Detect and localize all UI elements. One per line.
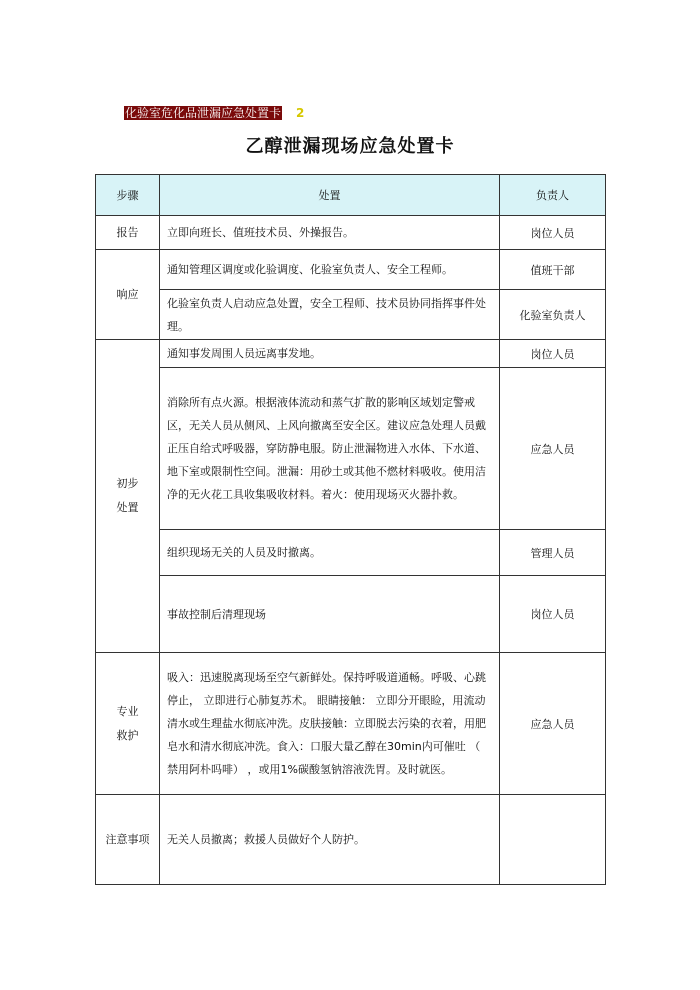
- step-response: 响应: [96, 250, 160, 340]
- card-header-label: 化验室危化品泄漏应急处置卡: [125, 106, 282, 120]
- column-header-action: 处置: [160, 175, 500, 216]
- table-header-row: [96, 175, 606, 216]
- owner-initial-2: 应急人员: [500, 368, 606, 530]
- card-header: [124, 103, 304, 123]
- page-title: 乙醇泄漏现场应急处置卡: [245, 136, 455, 157]
- owner-initial-1: 岗位人员: [500, 340, 606, 368]
- table-row: [96, 340, 606, 368]
- action-notes: 无关人员撤离；救援人员做好个人防护。: [160, 795, 500, 885]
- step-initial-line2: 处置: [116, 501, 139, 514]
- column-header-step: 步骤: [96, 175, 160, 216]
- action-initial-4: 事故控制后清理现场: [160, 576, 500, 653]
- action-initial-1: 通知事发周围人员远离事发地。: [160, 340, 500, 368]
- owner-report: 岗位人员: [500, 216, 606, 250]
- table-row: [96, 530, 606, 576]
- owner-rescue: 应急人员: [500, 653, 606, 795]
- step-rescue-line2: 救护: [116, 728, 139, 742]
- table-row: [96, 653, 606, 795]
- owner-response-2: 化验室负责人: [500, 290, 606, 340]
- table-row: [96, 795, 606, 885]
- step-rescue-line1: 专业: [116, 704, 139, 718]
- table-row: [96, 250, 606, 290]
- table-row: [96, 290, 606, 340]
- owner-initial-3: 管理人员: [500, 530, 606, 576]
- emergency-table: [95, 174, 606, 885]
- table-row: [96, 368, 606, 530]
- owner-initial-4: 岗位人员: [500, 576, 606, 653]
- table-row: [96, 576, 606, 653]
- step-rescue: [96, 653, 160, 795]
- action-report: 立即向班长、值班技术员、外操报告。: [160, 216, 500, 250]
- action-response-2: 化验室负责人启动应急处置，安全工程师、技术员协同指挥事件处理。: [160, 290, 500, 340]
- action-response-1: 通知管理区调度或化验调度、化验室负责人、安全工程师。: [160, 250, 500, 290]
- step-report: 报告: [96, 216, 160, 250]
- action-initial-2: 消除所有点火源。根据液体流动和蒸气扩散的影响区域划定警戒区，无关人员从侧风、上风向撤离至安全区。建议应急处理人员戴正压自给式呼吸器，穿防静电服。防止泄漏物进入水体、下水道、地下室或限制性空间。泄漏：用砂土或其他不燃材料吸收。使用洁净的无火花工具收集吸收材料。着火：使用现场灭火器扑救。: [160, 368, 500, 530]
- card-number: 2: [296, 106, 305, 120]
- column-header-owner: 负责人: [500, 175, 606, 216]
- owner-notes: [500, 795, 606, 885]
- owner-response-1: 值班干部: [500, 250, 606, 290]
- step-notes: 注意事项: [96, 795, 160, 885]
- action-initial-3: 组织现场无关的人员及时撤离。: [160, 530, 500, 576]
- step-initial: [96, 340, 160, 653]
- action-rescue: 吸入：迅速脱离现场至空气新鲜处。保持呼吸道通畅。呼吸、心跳停止， 立即进行心肺复苏术。 眼睛接触： 立即分开眼睑，用流动清水或生理盐水彻底冲洗。皮肤接触：立即脱去污染的衣着，用肥皂水和清水彻底冲洗。食入：口服大量乙醇在30min内可催吐 （ 禁用阿朴吗啡） ，或用1%碳酸氢钠溶液洗胃。及时就医。: [160, 653, 500, 795]
- table-row: [96, 216, 606, 250]
- step-initial-line1: 初步: [116, 477, 139, 490]
